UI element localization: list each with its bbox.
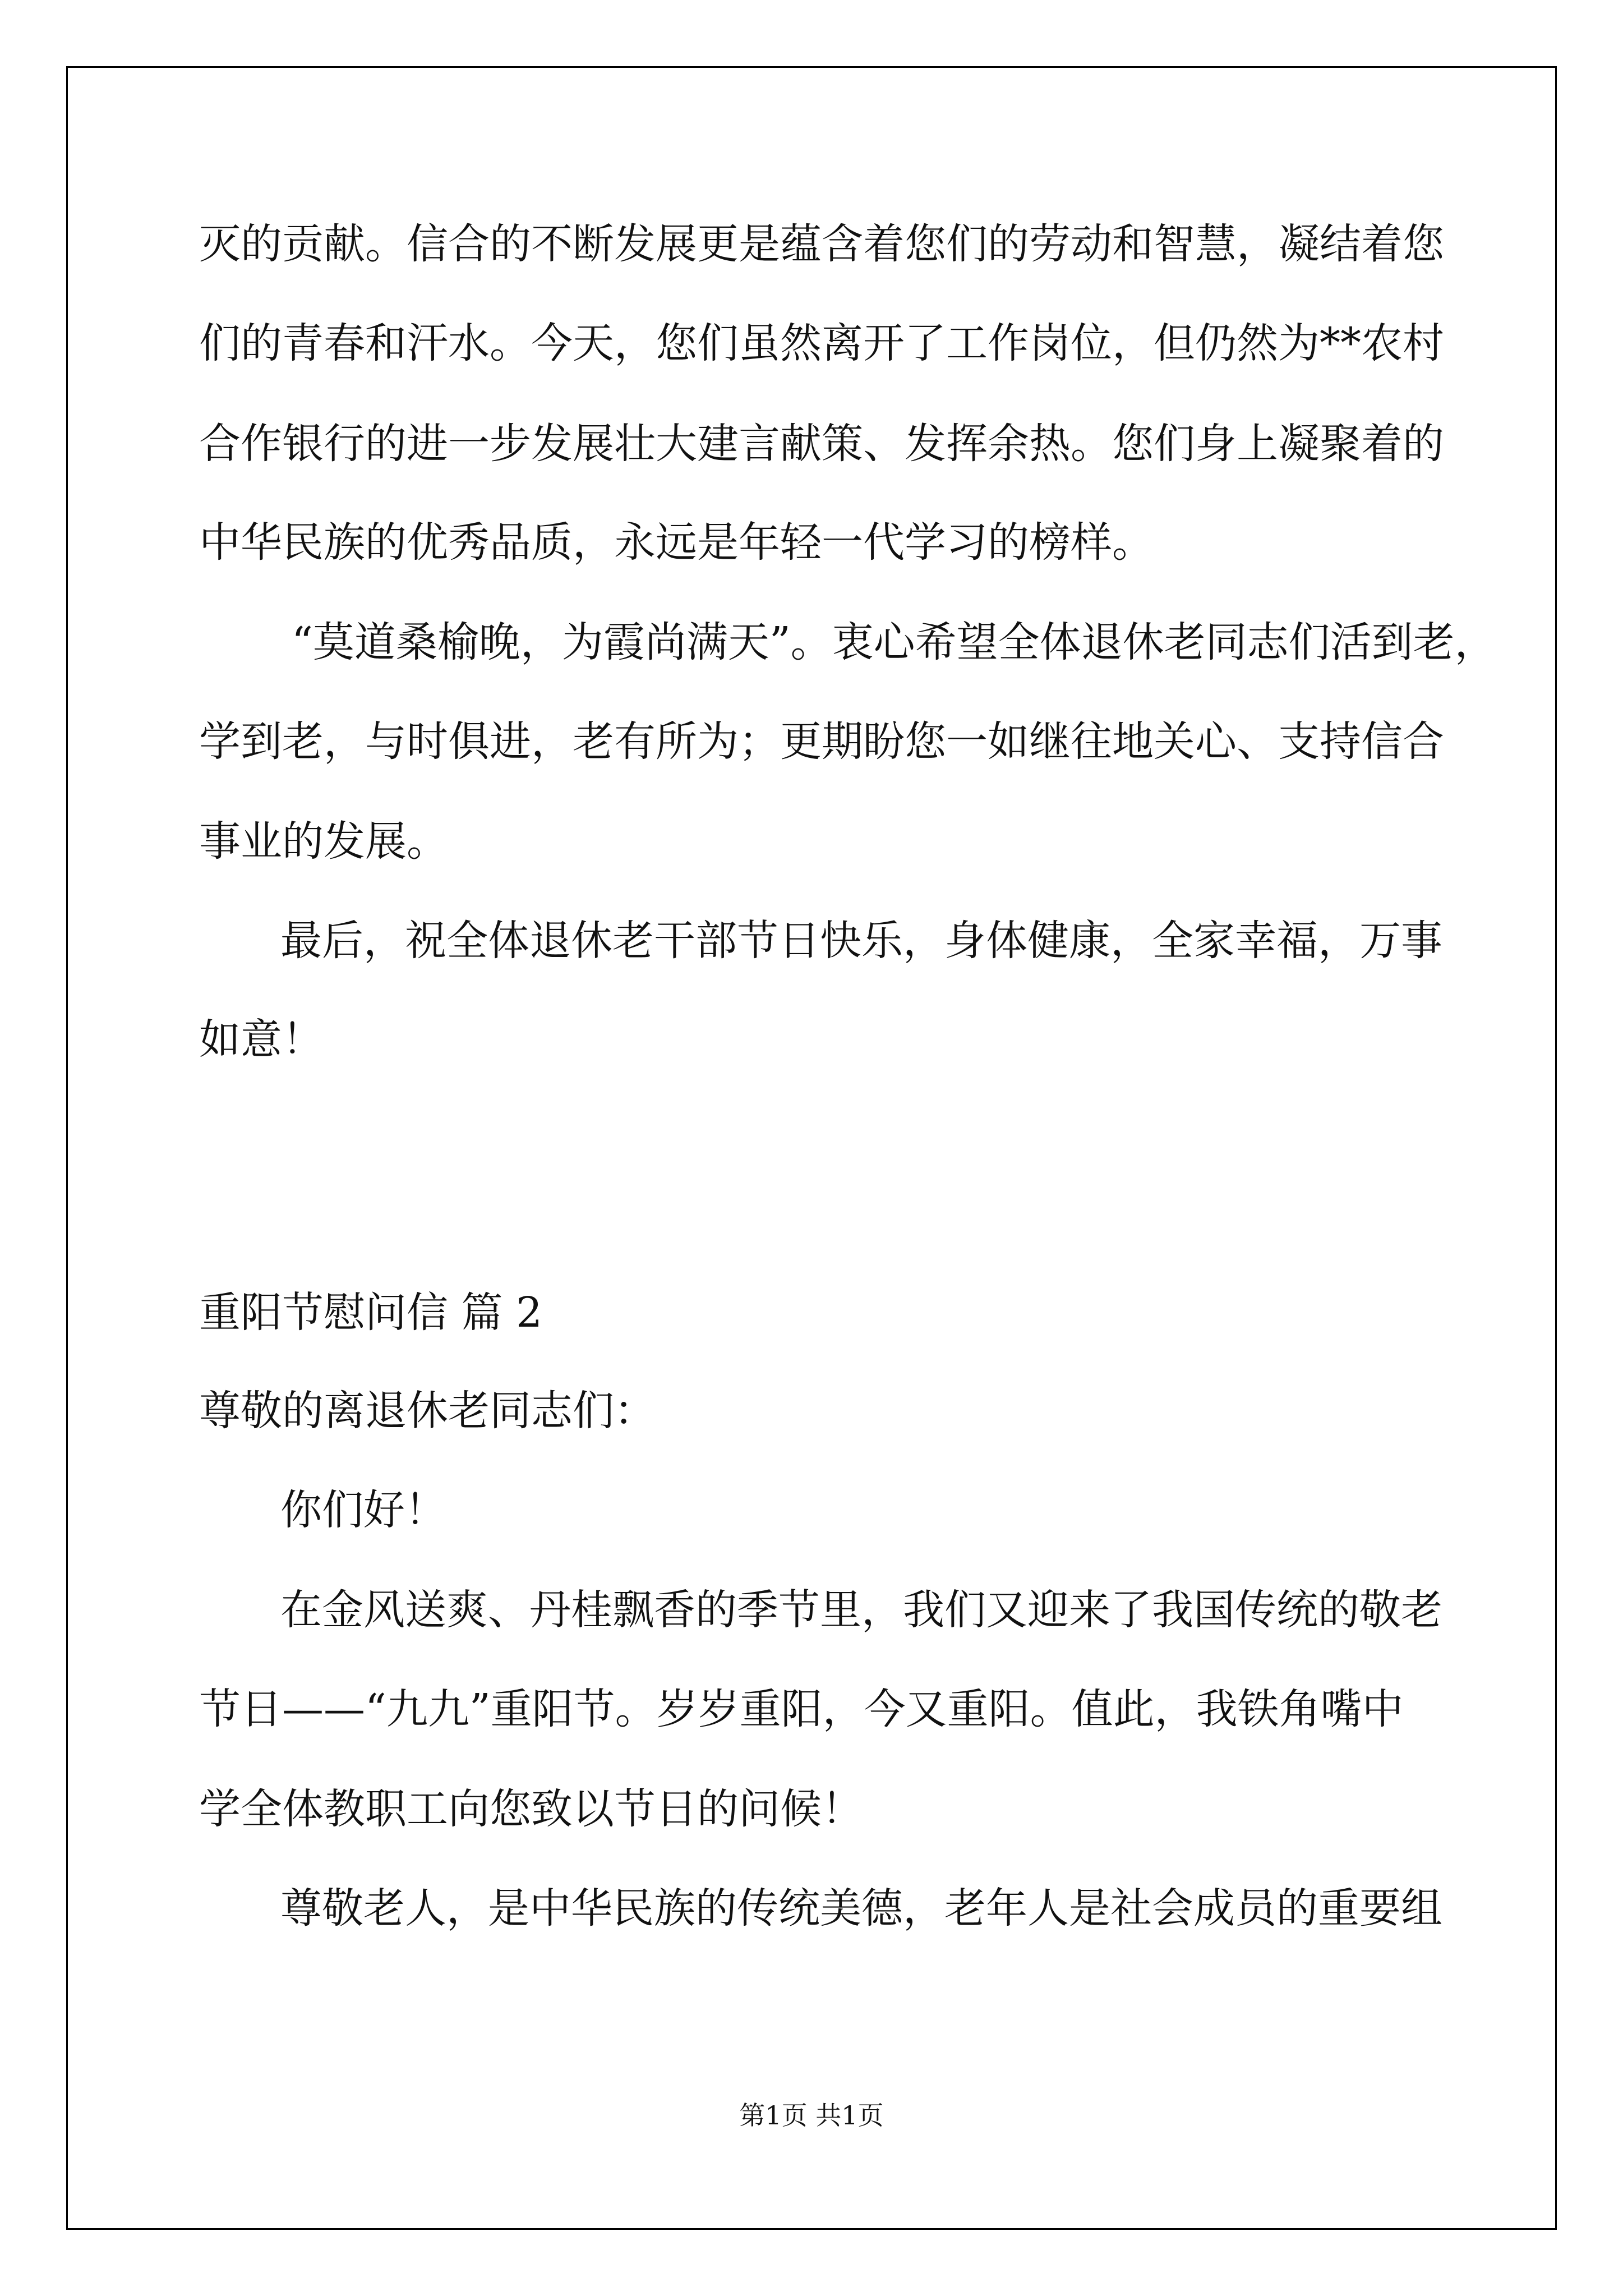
body-line: 灭的贡献。信合的不断发展更是蕴含着您们的劳动和智慧，凝结着您	[199, 220, 1444, 268]
body-line: 合作银行的进一步发展壮大建言献策、发挥余热。您们身上凝聚着的	[199, 420, 1444, 468]
body-line: 学到老，与时俱进，老有所为；更期盼您一如继往地关心、支持信合	[199, 717, 1444, 766]
body-line: 如意！	[199, 1015, 324, 1064]
body-line: 最后，祝全体退休老干部节日快乐，身体健康，全家幸福，万事	[280, 917, 1442, 965]
greeting: 你们好！	[280, 1486, 446, 1534]
body-line: “莫道桑榆晚，为霞尚满天”。衷心希望全体退休老同志们活到老，	[292, 618, 1496, 666]
body-line: 尊敬老人，是中华民族的传统美德，老年人是社会成员的重要组	[280, 1884, 1442, 1932]
salutation: 尊敬的离退休老同志们：	[199, 1387, 656, 1435]
body-line: 学全体教职工向您致以节日的问候！	[199, 1785, 863, 1833]
body-line: 在金风送爽、丹桂飘香的季节里，我们又迎来了我国传统的敬老	[280, 1586, 1442, 1634]
body-line: 们的青春和汗水。今天，您们虽然离开了工作岗位，但仍然为**农村	[199, 319, 1444, 367]
body-line: 节日——“九九”重阳节。岁岁重阳，今又重阳。值此，我铁角嘴中	[199, 1685, 1404, 1733]
section-heading: 重阳节慰问信 篇 2	[199, 1289, 543, 1337]
page-footer: 第1页 共1页	[739, 2100, 884, 2131]
body-line: 中华民族的优秀品质，永远是年轻一代学习的榜样。	[199, 518, 1154, 567]
body-line: 事业的发展。	[199, 817, 448, 866]
